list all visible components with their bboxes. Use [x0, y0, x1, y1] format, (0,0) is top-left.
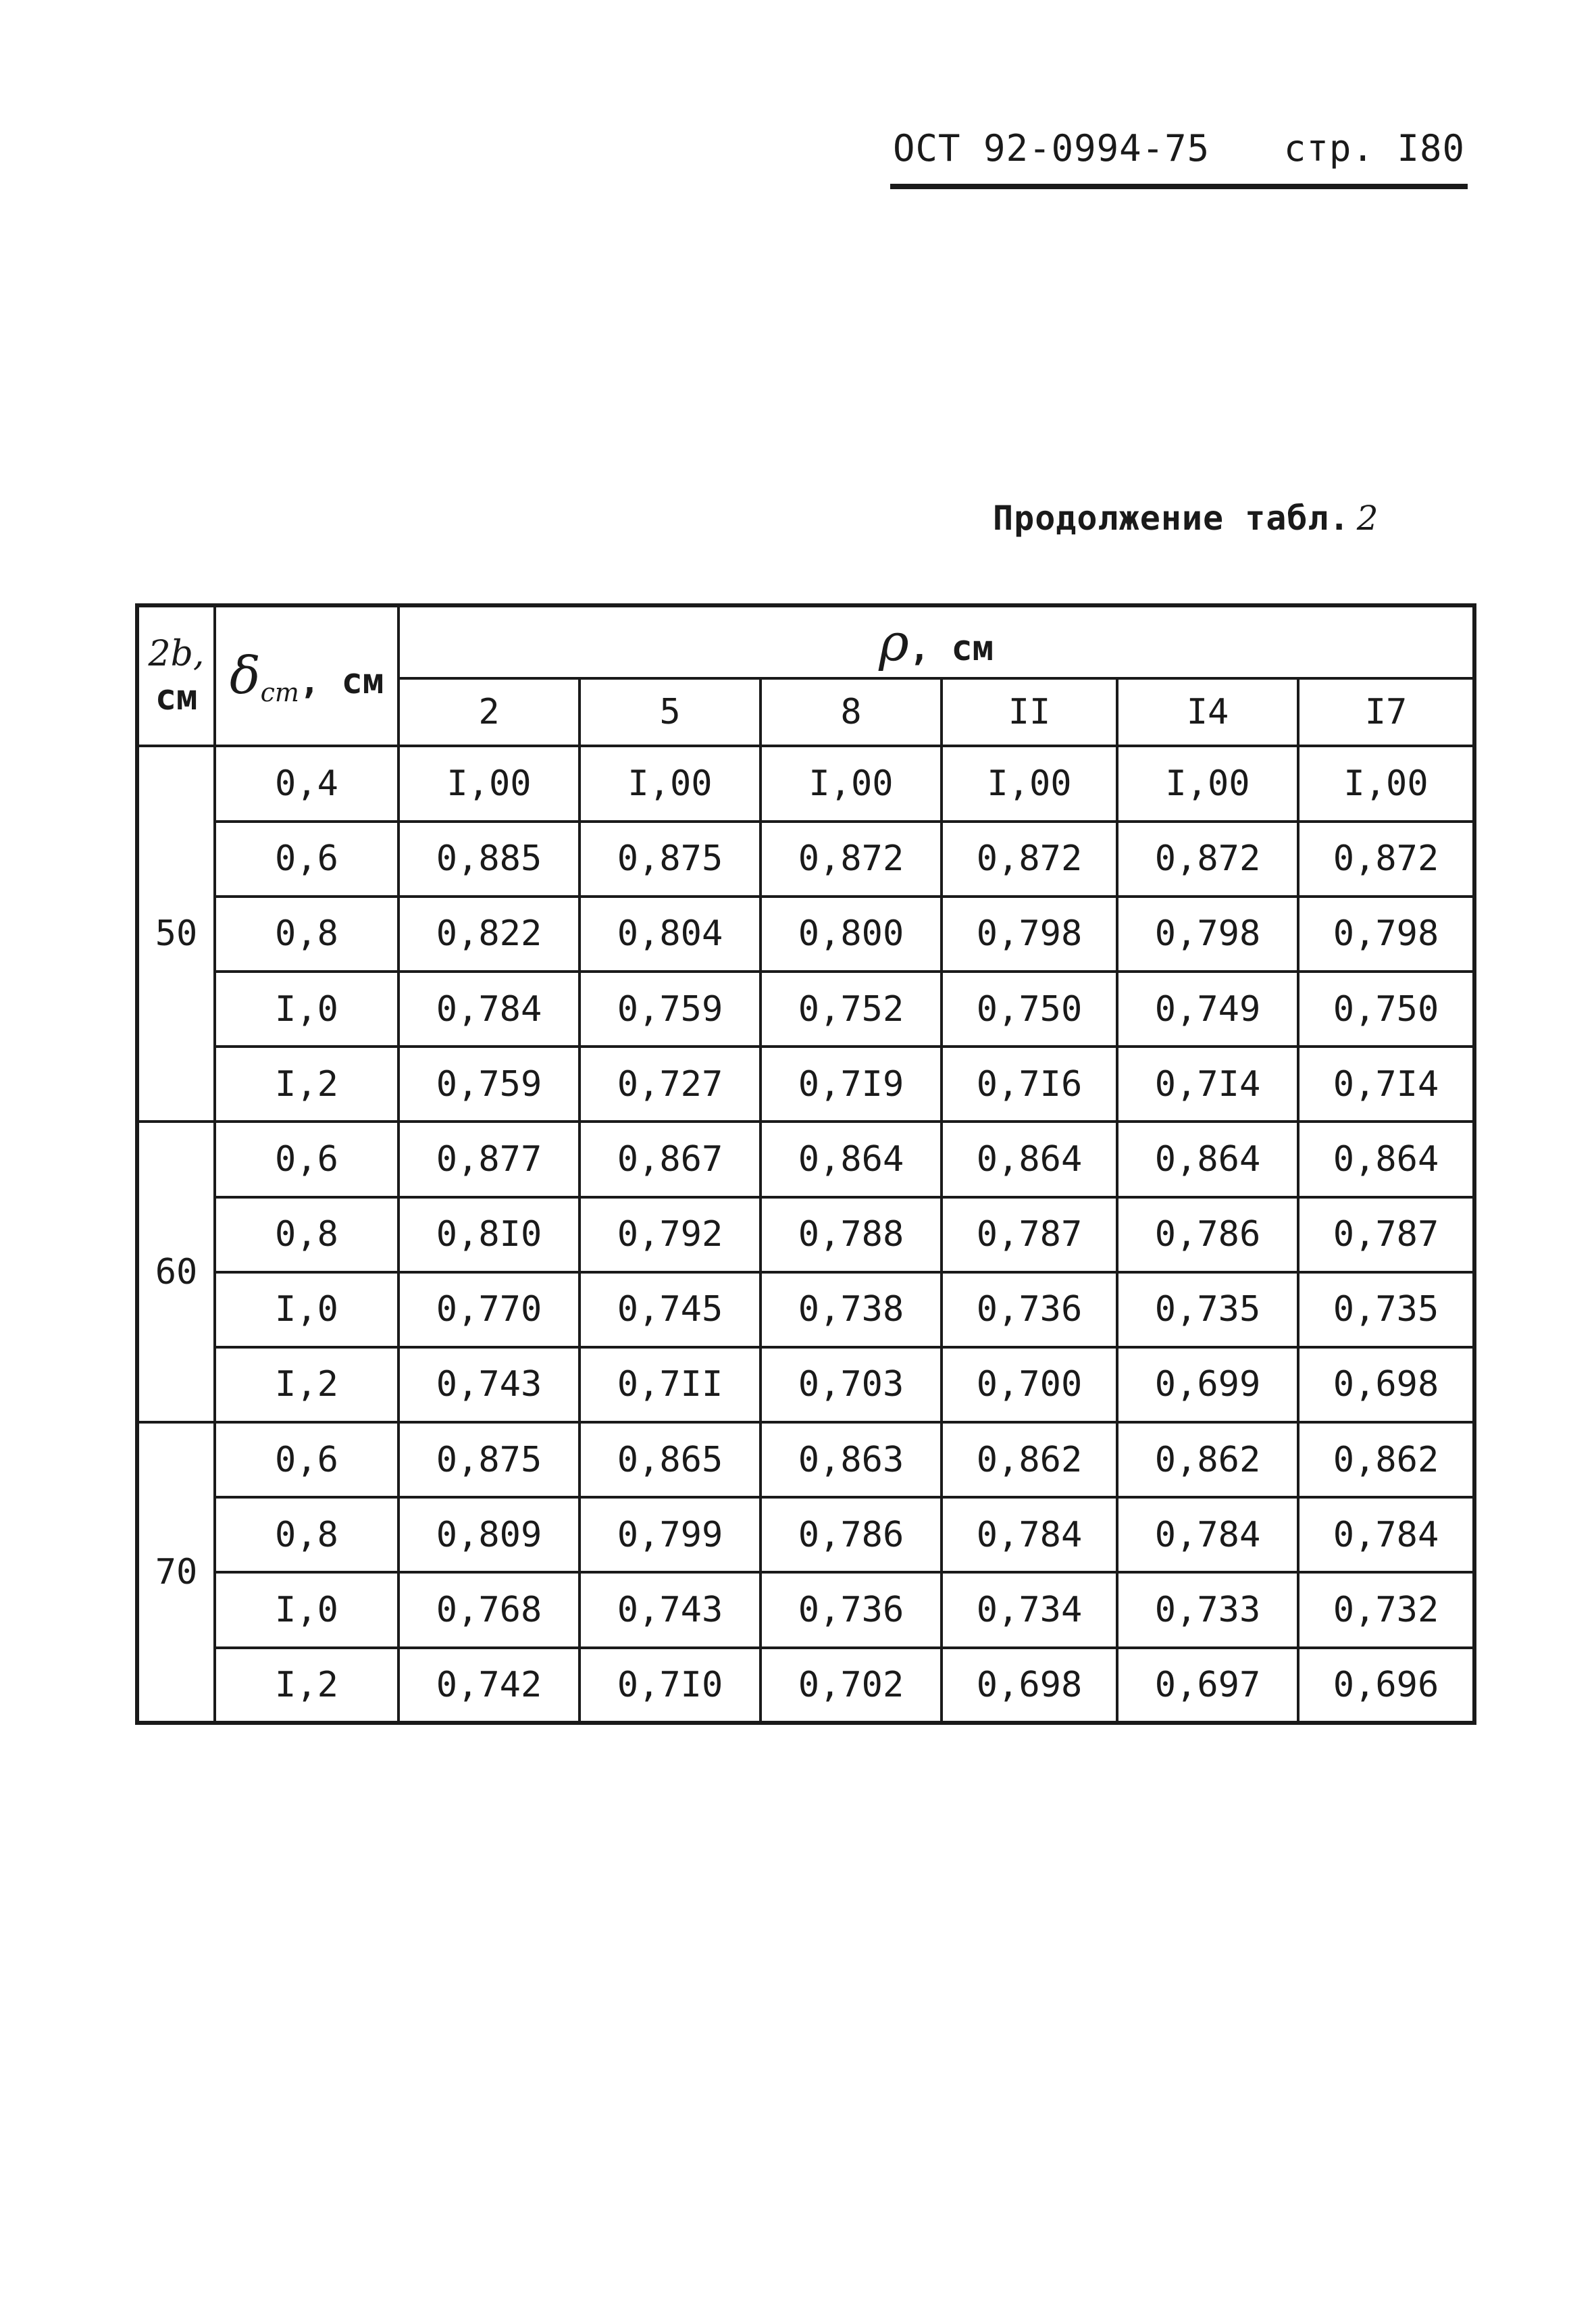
coefficient-cell: I,00: [398, 746, 580, 821]
rho-value: I7: [1298, 678, 1474, 746]
coefficient-cell: 0,698: [942, 1648, 1117, 1723]
thickness-cell: I,0: [215, 1572, 398, 1647]
coefficient-cell: 0,703: [761, 1347, 942, 1422]
table-row: [137, 972, 1474, 1047]
coefficient-cell: 0,867: [580, 1122, 761, 1197]
coefficient-cell: 0,736: [942, 1272, 1117, 1347]
table-row: [137, 1422, 1474, 1497]
coefficient-cell: 0,784: [398, 972, 580, 1047]
standard-number: ОСТ 92-0994-75: [893, 127, 1210, 170]
coefficient-cell: I,00: [580, 746, 761, 821]
coefficient-cell: 0,864: [1117, 1122, 1298, 1197]
coefficient-cell: 0,799: [580, 1497, 761, 1572]
width-group-label: 50: [137, 746, 215, 1122]
coefficient-cell: 0,8I0: [398, 1197, 580, 1272]
thickness-unit: , см: [299, 661, 384, 702]
coefficient-cell: 0,885: [398, 822, 580, 897]
page-header: [890, 127, 1468, 181]
table-caption: [993, 499, 1379, 538]
caption-table-number: 2: [1356, 499, 1379, 538]
thickness-cell: 0,6: [215, 822, 398, 897]
table-row: [137, 746, 1474, 821]
coefficient-cell: 0,7I4: [1117, 1047, 1298, 1122]
coefficient-cell: 0,862: [1298, 1422, 1474, 1497]
coefficient-cell: 0,784: [1298, 1497, 1474, 1572]
coefficient-cell: 0,738: [761, 1272, 942, 1347]
rho-value: I4: [1117, 678, 1298, 746]
coefficient-cell: 0,7I4: [1298, 1047, 1474, 1122]
thickness-cell: 0,8: [215, 1497, 398, 1572]
coefficient-cell: 0,734: [942, 1572, 1117, 1647]
coefficient-cell: I,00: [942, 746, 1117, 821]
coefficient-cell: 0,736: [761, 1572, 942, 1647]
header-rule: [890, 184, 1468, 189]
coefficient-cell: 0,804: [580, 897, 761, 972]
coefficient-cell: 0,742: [398, 1648, 580, 1723]
coefficient-cell: 0,875: [398, 1422, 580, 1497]
coefficient-cell: 0,788: [761, 1197, 942, 1272]
delta-subscript: cт: [260, 677, 299, 707]
coefficient-cell: 0,759: [398, 1047, 580, 1122]
coefficient-cell: 0,697: [1117, 1648, 1298, 1723]
page-number: стр. I80: [1283, 127, 1465, 170]
coefficient-cell: 0,786: [761, 1497, 942, 1572]
coefficient-table: [135, 603, 1476, 1725]
coefficient-cell: 0,786: [1117, 1197, 1298, 1272]
coefficient-cell: 0,750: [1298, 972, 1474, 1047]
coefficient-cell: 0,862: [942, 1422, 1117, 1497]
coefficient-cell: 0,864: [761, 1122, 942, 1197]
table-row: [137, 1047, 1474, 1122]
thickness-cell: I,0: [215, 1272, 398, 1347]
caption-text: Продолжение табл.: [993, 499, 1350, 538]
coefficient-cell: 0,787: [942, 1197, 1117, 1272]
rho-unit: , см: [908, 628, 994, 670]
coefficient-cell: 0,809: [398, 1497, 580, 1572]
coefficient-cell: 0,759: [580, 972, 761, 1047]
table-row: [137, 1272, 1474, 1347]
coefficient-cell: 0,7II: [580, 1347, 761, 1422]
table-row: [137, 1122, 1474, 1197]
coefficient-cell: 0,798: [1117, 897, 1298, 972]
coefficient-cell: 0,735: [1117, 1272, 1298, 1347]
rho-value: 5: [580, 678, 761, 746]
coefficient-cell: 0,798: [942, 897, 1117, 972]
thickness-cell: 0,8: [215, 1197, 398, 1272]
coefficient-cell: 0,699: [1117, 1347, 1298, 1422]
coefficient-cell: 0,863: [761, 1422, 942, 1497]
coefficient-cell: 0,700: [942, 1347, 1117, 1422]
width-symbol: 2b: [148, 633, 193, 674]
coefficient-cell: 0,872: [761, 822, 942, 897]
coefficient-cell: 0,872: [1117, 822, 1298, 897]
coefficient-cell: 0,862: [1117, 1422, 1298, 1497]
coefficient-cell: 0,7I0: [580, 1648, 761, 1723]
coefficient-cell: 0,800: [761, 897, 942, 972]
thickness-cell: 0,6: [215, 1122, 398, 1197]
thickness-cell: I,2: [215, 1648, 398, 1723]
rho-group-header: [398, 605, 1474, 678]
coefficient-cell: 0,787: [1298, 1197, 1474, 1272]
coefficient-cell: I,00: [1298, 746, 1474, 821]
coefficient-cell: 0,750: [942, 972, 1117, 1047]
coefficient-cell: 0,792: [580, 1197, 761, 1272]
table-row: [137, 1648, 1474, 1723]
width-unit-comma: ,: [192, 633, 205, 674]
coefficient-cell: 0,798: [1298, 897, 1474, 972]
thickness-cell: I,0: [215, 972, 398, 1047]
coefficient-cell: 0,743: [580, 1572, 761, 1647]
table-row: [137, 1572, 1474, 1647]
coefficient-cell: 0,784: [942, 1497, 1117, 1572]
thickness-cell: 0,8: [215, 897, 398, 972]
coefficient-cell: 0,872: [942, 822, 1117, 897]
coefficient-cell: 0,749: [1117, 972, 1298, 1047]
coefficient-cell: 0,864: [1298, 1122, 1474, 1197]
rho-value: 2: [398, 678, 580, 746]
thickness-cell: I,2: [215, 1347, 398, 1422]
width-group-label: 60: [137, 1122, 215, 1422]
coefficient-cell: 0,864: [942, 1122, 1117, 1197]
thickness-cell: 0,6: [215, 1422, 398, 1497]
coefficient-cell: 0,872: [1298, 822, 1474, 897]
rho-value: 8: [761, 678, 942, 746]
coefficient-cell: 0,733: [1117, 1572, 1298, 1647]
thickness-column-header: [215, 605, 398, 746]
coefficient-cell: 0,768: [398, 1572, 580, 1647]
coefficient-cell: 0,698: [1298, 1347, 1474, 1422]
coefficient-cell: 0,822: [398, 897, 580, 972]
coefficient-cell: I,00: [1117, 746, 1298, 821]
coefficient-cell: 0,702: [761, 1648, 942, 1723]
header-row-1: [137, 605, 1474, 678]
table-row: [137, 1347, 1474, 1422]
table-row: [137, 1197, 1474, 1272]
coefficient-cell: 0,784: [1117, 1497, 1298, 1572]
coefficient-cell: 0,727: [580, 1047, 761, 1122]
table-body: [137, 746, 1474, 1723]
coefficient-cell: I,00: [761, 746, 942, 821]
thickness-cell: I,2: [215, 1047, 398, 1122]
width-column-header: [137, 605, 215, 746]
table-row: [137, 822, 1474, 897]
coefficient-cell: 0,732: [1298, 1572, 1474, 1647]
table-row: [137, 1497, 1474, 1572]
delta-symbol: δ: [229, 645, 261, 705]
coefficient-cell: 0,865: [580, 1422, 761, 1497]
table-row: [137, 897, 1474, 972]
coefficient-cell: 0,770: [398, 1272, 580, 1347]
coefficient-cell: 0,743: [398, 1347, 580, 1422]
width-unit: см: [155, 677, 198, 718]
rho-symbol: ρ: [879, 612, 909, 673]
width-group-label: 70: [137, 1422, 215, 1723]
coefficient-cell: 0,877: [398, 1122, 580, 1197]
rho-value: II: [942, 678, 1117, 746]
coefficient-cell: 0,7I6: [942, 1047, 1117, 1122]
coefficient-cell: 0,875: [580, 822, 761, 897]
coefficient-cell: 0,745: [580, 1272, 761, 1347]
coefficient-cell: 0,735: [1298, 1272, 1474, 1347]
thickness-cell: 0,4: [215, 746, 398, 821]
coefficient-cell: 0,696: [1298, 1648, 1474, 1723]
coefficient-cell: 0,752: [761, 972, 942, 1047]
coefficient-cell: 0,7I9: [761, 1047, 942, 1122]
